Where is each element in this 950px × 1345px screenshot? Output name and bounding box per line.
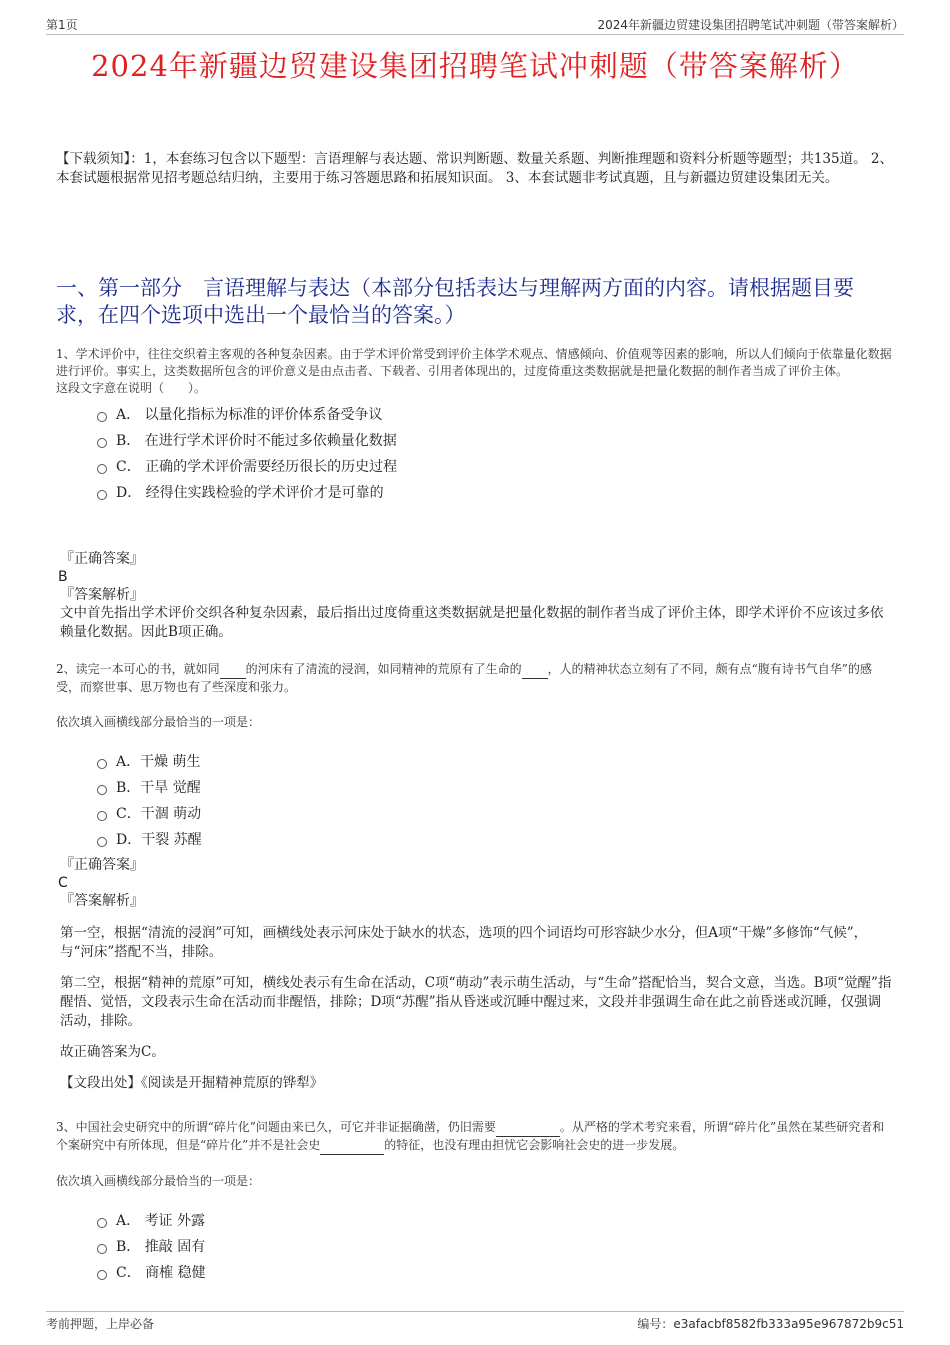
download-notice: 【下载须知】：1，本套练习包含以下题型：言语理解与表达题、常识判断题、数量关系题、判断推理题和资料分析题等题型；共135道。 2、本套试题根据常见招考题总结归纳，主要用于练习答题思路和拓展知识面。 3、本套试题非考试真题，且与新疆边贸建设集团无关。 — [56, 151, 893, 186]
analysis-paragraph-1: 第一空，根据“清流的浸润”可知，画横线处表示河床处于缺水的状态，选项的四个词语均可形容缺少水分，但A项“干燥”多修饰“气候”，与“河床”搭配不当，排除。 — [60, 925, 868, 960]
radio-icon[interactable] — [97, 811, 107, 821]
question-2-stem: 依次填入画横线部分最恰当的一项是： — [56, 715, 261, 729]
analysis-label: 『答案解析』 — [60, 893, 144, 909]
radio-icon[interactable] — [97, 837, 107, 847]
question-3-options — [56, 1208, 894, 1286]
question-3-text: 3、中国社会史研究中的所谓“碎片化”问题由来已久，可它并非证据确凿，仍旧需要 。从严格的学术考究来看，所谓“碎片化”虽然在某些研究者和个案研究中有所体现，但是“碎片化”并不是社会史 的特征，也没有理由担忧它会影响社会史的进一步发展。 — [56, 1119, 894, 1155]
question-1-text: 1、学术评价中，往往交织着主客观的各种复杂因素。由于学术评价常受到评价主体学术观点、情感倾向、价值观等因素的影响，所以人们倾向于依靠量化数据进行评价。事实上，这类数据所包含的评价意义是由点击者、下载者、引用者体现出的，过度倚重这类数据就是把量化数据的制作者当成了评价主体。 — [56, 347, 892, 378]
q1-option-a[interactable]: A． 以量化指标为标准的评价体系备受争议 — [56, 402, 894, 428]
document-title: 2024年新疆边贸建设集团招聘笔试冲刺题（带答案解析） — [91, 49, 859, 83]
radio-icon[interactable] — [97, 464, 107, 474]
page-footer — [46, 1311, 904, 1334]
q3-option-b[interactable]: B． 推敲 固有 — [56, 1234, 894, 1260]
q1-option-c[interactable]: C． 正确的学术评价需要经历很长的历史过程 — [56, 454, 894, 480]
question-2 — [56, 661, 894, 853]
answer-label: 『正确答案』 — [60, 857, 144, 873]
radio-icon[interactable] — [97, 490, 107, 500]
radio-icon[interactable] — [97, 1244, 107, 1254]
q3-option-c[interactable]: C． 商榷 稳健 — [56, 1260, 894, 1286]
answer-value: B — [58, 569, 68, 585]
radio-icon[interactable] — [97, 438, 107, 448]
question-1-options — [56, 402, 894, 506]
header-doc-name: 2024年新疆边贸建设集团招聘笔试冲刺题（带答案解析） — [597, 18, 904, 32]
q2-option-c[interactable]: C．干涸 萌动 — [56, 801, 894, 827]
q2-option-b[interactable]: B．干旱 觉醒 — [56, 775, 894, 801]
radio-icon[interactable] — [97, 1218, 107, 1228]
q2-option-d[interactable]: D．干裂 苏醒 — [56, 827, 894, 853]
radio-icon[interactable] — [97, 759, 107, 769]
question-1 — [56, 346, 894, 506]
radio-icon[interactable] — [97, 412, 107, 422]
radio-icon[interactable] — [97, 1270, 107, 1280]
question-3-stem: 依次填入画横线部分最恰当的一项是： — [56, 1174, 261, 1188]
footer-slogan: 考前押题，上岸必备 — [46, 1317, 155, 1331]
q1-option-d[interactable]: D． 经得住实践检验的学术评价才是可靠的 — [56, 480, 894, 506]
analysis-paragraph-2: 第二空，根据“精神的荒原”可知，横线处表示有生命在活动，C项“萌动”表示萌生活动，与“生命”搭配恰当，契合文意，当选。B项“觉醒”指醒悟、觉悟，文段表示生命在活动而非醒悟，排除；D项“苏醒”指从昏迷或沉睡中醒过来，文段并非强调生命在此之前昏迷或沉睡，仅强调活动，排除。 — [60, 975, 892, 1029]
q3-option-a[interactable]: A． 考证 外露 — [56, 1208, 894, 1234]
blank-line — [320, 1137, 384, 1155]
question-2-text: 2、读完一本可心的书，就如同 的河床有了清流的浸润，如同精神的荒原有了生命的 ，人的精神状态立刻有了不同，颇有点“腹有诗书气自华”的感受，而察世事、思万物也有了些深度和张力。 — [56, 662, 872, 694]
section-heading: 一、第一部分 言语理解与表达（本部分包括表达与理解两方面的内容。请根据题目要求，在四个选项中选出一个最恰当的答案。） — [56, 276, 854, 327]
question-2-answer — [56, 856, 894, 1093]
blank-line — [220, 661, 246, 679]
question-1-answer — [56, 550, 894, 642]
q1-option-b[interactable]: B． 在进行学术评价时不能过多依赖量化数据 — [56, 428, 894, 454]
page-number: 第1页 — [46, 18, 78, 32]
answer-value: C — [58, 875, 68, 891]
footer-code: 编号：e3afacbf8582fb333a95e967872b9c51 — [637, 1317, 904, 1331]
blank-line — [496, 1119, 560, 1137]
question-2-options — [56, 749, 894, 853]
radio-icon[interactable] — [97, 785, 107, 795]
analysis-paragraph-3: 故正确答案为C。 — [60, 1044, 165, 1060]
analysis-text: 文中首先指出学术评价交织各种复杂因素，最后指出过度倚重这类数据就是把量化数据的制作者当成了评价主体，即学术评价不应该过多依赖量化数据。因此B项正确。 — [60, 605, 884, 640]
analysis-label: 『答案解析』 — [60, 587, 144, 603]
question-3 — [56, 1119, 894, 1286]
question-1-stem: 这段文字意在说明（ ）。 — [56, 381, 207, 395]
blank-line — [522, 661, 548, 679]
source-note: 【文段出处】《阅读是开掘精神荒原的铧犁》 — [60, 1075, 324, 1091]
answer-label: 『正确答案』 — [60, 551, 144, 567]
q2-option-a[interactable]: A．干燥 萌生 — [56, 749, 894, 775]
page-header — [46, 14, 904, 35]
